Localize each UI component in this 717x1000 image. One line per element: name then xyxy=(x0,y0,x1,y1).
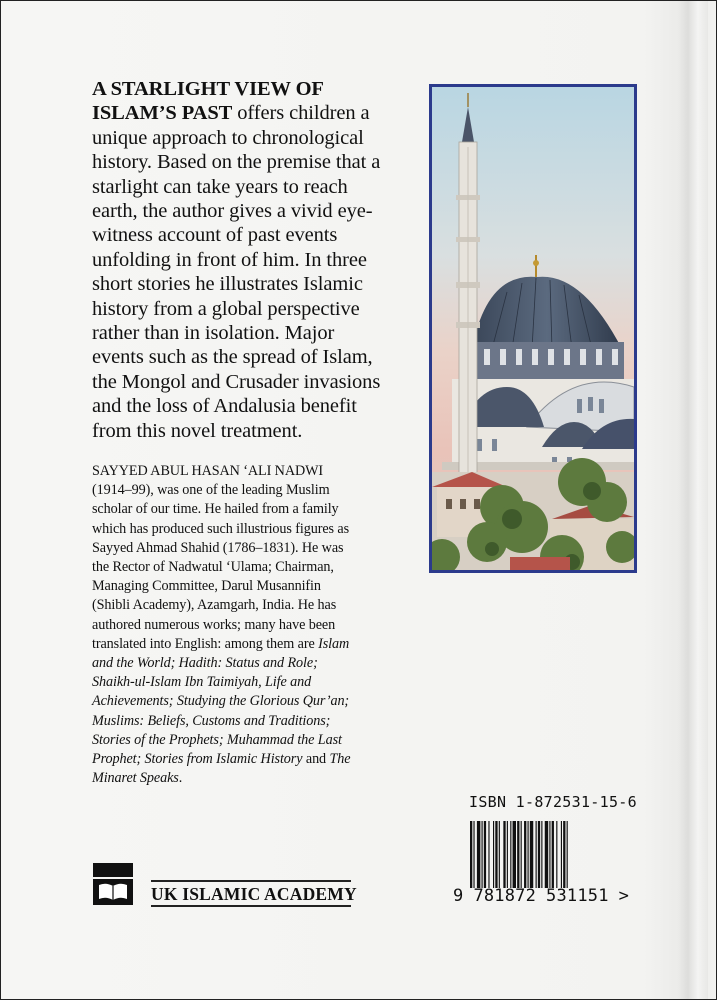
barcode-bar xyxy=(530,821,533,888)
barcode-bar xyxy=(473,821,474,888)
blurb-line: events such as the spread of Islam, xyxy=(92,346,373,369)
author-bio xyxy=(92,462,432,788)
barcode-bar xyxy=(567,821,568,888)
barcode-digit-end: > xyxy=(618,886,630,906)
blurb-line: rather than in isolation. Major xyxy=(92,322,335,345)
barcode-bar xyxy=(524,821,526,888)
isbn-label: ISBN 1-872531-15-6 xyxy=(469,793,637,811)
barcode-bar xyxy=(552,821,554,888)
barcode-bar xyxy=(545,821,548,888)
barcode-bar xyxy=(488,821,489,888)
barcode-bar xyxy=(563,821,565,888)
blurb-line: starlight can take years to reach xyxy=(92,175,348,198)
barcode xyxy=(470,821,618,888)
barcode-bar xyxy=(521,821,522,888)
publisher-rule-bottom xyxy=(151,905,351,907)
blurb-line: unique approach to chronological xyxy=(92,126,364,149)
barcode-bar xyxy=(493,821,494,888)
blurb-text: offers children a xyxy=(232,102,370,125)
book-title-italic: Prophet; Stories from Islamic History xyxy=(92,751,303,768)
barcode-bar xyxy=(484,821,486,888)
blurb-line: history. Based on the premise that a xyxy=(92,151,381,174)
book-title-line2: ISLAM’S PAST xyxy=(92,102,233,125)
bio-line: authored numerous works; many have been xyxy=(92,616,336,633)
bio-line: Sayyed Ahmad Shahid (1786–1831). He was xyxy=(92,539,344,556)
barcode-digits xyxy=(453,886,629,906)
book-title-italic: Stories of the Prophets; Muhammad the Last xyxy=(92,731,342,748)
mosque-painting xyxy=(429,84,637,573)
blurb-line: from this novel treatment. xyxy=(92,419,303,442)
barcode-bar xyxy=(499,821,500,888)
barcode-bar xyxy=(510,821,511,888)
barcode-digits-right: 531151 xyxy=(546,886,609,906)
book-title-italic: The xyxy=(329,751,351,768)
bio-line: Managing Committee, Darul Musannifin xyxy=(92,578,321,595)
blurb-line: and the loss of Andalusia benefit xyxy=(92,395,357,418)
book-title-italic: Shaikh-ul-Islam Ibn Taimiyah, Life and xyxy=(92,674,312,691)
barcode-bar xyxy=(528,821,529,888)
bio-line: and xyxy=(302,751,330,768)
barcode-bar xyxy=(517,821,519,888)
publisher-rule-top xyxy=(151,880,351,882)
barcode-bar xyxy=(556,821,557,888)
barcode-bar xyxy=(507,821,508,888)
barcode-bar xyxy=(538,821,540,888)
author-name: SAYYED ABUL HASAN ‘ALI NADWI xyxy=(92,463,324,479)
publisher-name: UK ISLAMIC ACADEMY xyxy=(151,884,357,904)
book-title-italic: Muslims: Beliefs, Customs and Traditions; xyxy=(92,712,331,729)
barcode-bar xyxy=(536,821,537,888)
bio-line: which has produced such illustrious figures as xyxy=(92,520,350,537)
blurb-line: history from a global perspective xyxy=(92,297,360,320)
barcode-bar xyxy=(549,821,550,888)
barcode-digits-left: 781872 xyxy=(473,886,537,906)
blurb-paragraph xyxy=(92,77,422,443)
book-title-italic: Minaret Speaks xyxy=(92,770,179,787)
bio-line: the Rector of Nadwatul ‘Ulama; Chairman, xyxy=(92,559,334,576)
blurb-line: earth, the author gives a vivid eye- xyxy=(92,200,373,223)
bio-line: translated into English: among them are xyxy=(92,635,319,652)
spine-edge xyxy=(678,1,708,999)
blurb-line: witness account of past events xyxy=(92,224,338,247)
blurb-line: short stories he illustrates Islamic xyxy=(92,273,363,296)
book-logo-icon xyxy=(93,863,133,905)
book-title-italic: and the World; Hadith: Status and Role; xyxy=(92,655,318,672)
barcode-bar xyxy=(470,821,472,888)
bio-line: . xyxy=(178,770,183,787)
book-title-italic: Islam xyxy=(318,635,350,652)
barcode-bar xyxy=(495,821,497,888)
barcode-bar xyxy=(482,821,483,888)
barcode-bar xyxy=(477,821,480,888)
bio-line: (Shibli Academy), Azamgarh, India. He has xyxy=(92,597,337,614)
bio-line: scholar of our time. He hailed from a family xyxy=(92,501,339,518)
blurb-line: the Mongol and Crusader invasions xyxy=(92,370,381,393)
blurb-line: unfolding in front of him. In three xyxy=(92,248,367,271)
barcode-digit-first: 9 xyxy=(453,886,464,906)
barcode-bar xyxy=(541,821,542,888)
barcode-bar xyxy=(513,821,516,888)
book-title-line1: A STARLIGHT VIEW OF xyxy=(92,78,324,100)
bio-line: (1914–99), was one of the leading Muslim xyxy=(92,482,330,499)
barcode-bar xyxy=(561,821,562,888)
book-title-italic: Achievements; Studying the Glorious Qur’an; xyxy=(92,693,350,710)
mosque-illustration xyxy=(432,87,634,570)
barcode-bar xyxy=(503,821,505,888)
